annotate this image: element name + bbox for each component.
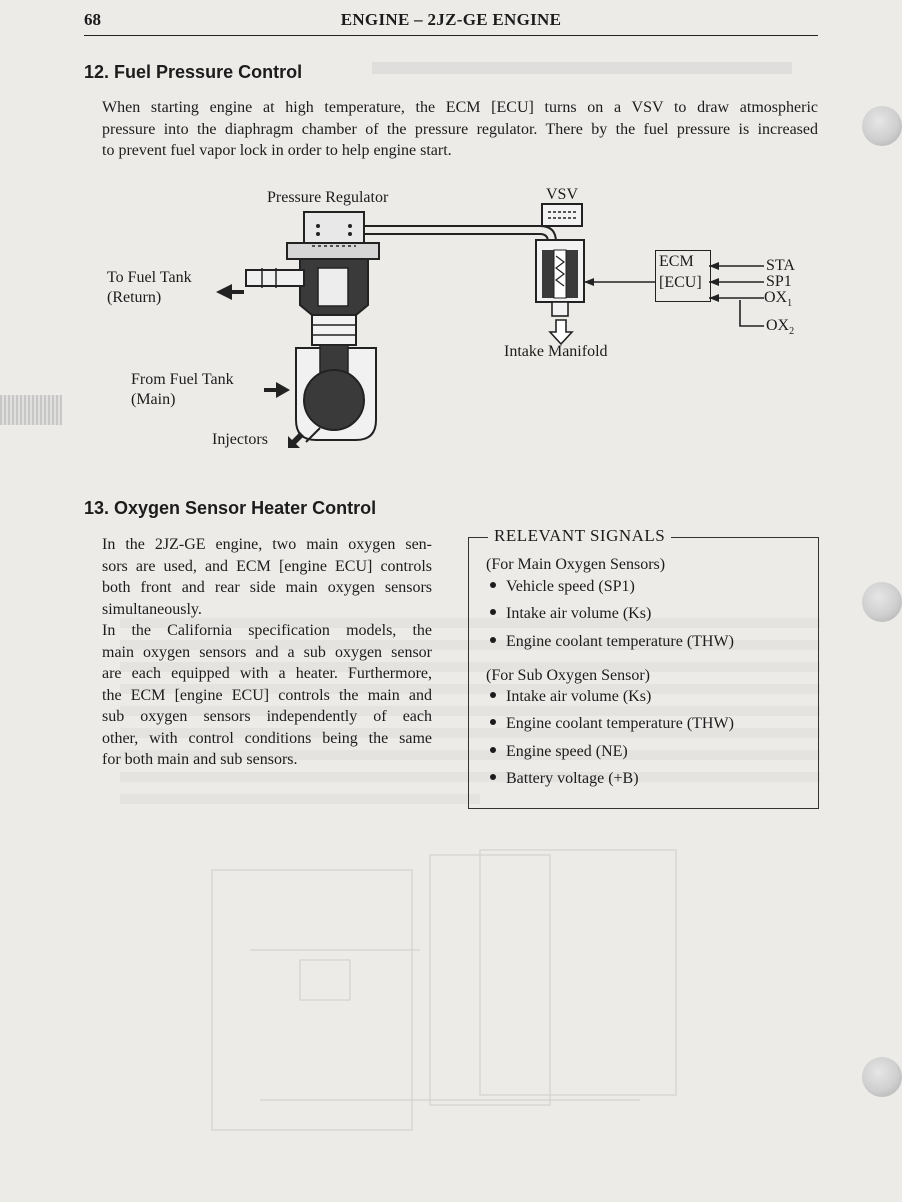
signal-item-text: Engine coolant temperature (THW): [506, 633, 734, 650]
paragraph-line: main oxygen sensors and a sub oxygen sensor: [102, 643, 432, 661]
signal-item: [490, 688, 651, 706]
signal-ox2: [766, 316, 794, 342]
pressure-regulator-drawing: [246, 212, 379, 345]
section-13-paragraph: [102, 534, 432, 771]
bullet: [490, 609, 496, 615]
to-fuel-tank-line-2: (Return): [107, 289, 162, 306]
pressure-regulator-label: Pressure Regulator: [267, 189, 389, 206]
supply-arrow: [264, 382, 290, 398]
bullet: [490, 692, 496, 698]
signal-ox1: [764, 288, 792, 314]
ecm-box: [655, 250, 711, 302]
intake-manifold-arrow: [550, 320, 572, 344]
signal-item-text: Engine coolant temperature (THW): [506, 715, 734, 732]
relevant-signals-title: RELEVANT SIGNALS: [488, 526, 671, 546]
vsv-drawing: [536, 204, 584, 316]
bullet: [490, 582, 496, 588]
from-fuel-tank-line-2: (Main): [131, 391, 176, 408]
paragraph-line: are each equipped with a heater. Furthermore,: [102, 665, 432, 682]
paragraph-line: the ECM [engine ECU] controls the main and: [102, 686, 432, 704]
signal-item: [490, 633, 734, 651]
to-fuel-tank-label: [107, 268, 192, 308]
signal-item-text: Engine speed (NE): [506, 743, 628, 760]
main-sensors-heading: (For Main Oxygen Sensors): [486, 556, 666, 573]
fuel-delivery-drawing: [296, 345, 376, 442]
signal-ox2-sub: 2: [789, 326, 795, 338]
ecu-label: [ECU]: [659, 274, 702, 291]
binder-punch-hole: [862, 1057, 902, 1097]
bullet: [490, 747, 496, 753]
return-arrow: [216, 284, 244, 300]
paragraph-line: pressure into the diaphragm chamber of the pressure regulator. There by the fuel pressure is increased: [102, 120, 818, 138]
injectors-label: Injectors: [212, 431, 268, 448]
bullet: [490, 719, 496, 725]
signal-item-text: Battery voltage (+B): [506, 770, 639, 787]
binder-punch-hole: [862, 582, 902, 622]
signal-item-text: Intake air volume (Ks): [506, 605, 652, 622]
paragraph-line: for both main and sub sensors.: [102, 751, 298, 768]
signal-item-text: Intake air volume (Ks): [506, 688, 652, 705]
paragraph-line: other, with control conditions being the same: [102, 729, 432, 747]
section-12-heading: 12. Fuel Pressure Control: [84, 62, 303, 82]
ecm-label: ECM: [659, 253, 694, 270]
signal-ox1-main: OX: [764, 289, 788, 306]
signal-ox1-sub: 1: [787, 298, 793, 310]
sub-sensor-heading: (For Sub Oxygen Sensor): [486, 667, 650, 684]
signal-ox2-main: OX: [766, 317, 790, 334]
paragraph-line: When starting engine at high temperature, the ECM [ECU] turns on a VSV to draw atmospheric: [102, 99, 818, 116]
signal-sp1: SP1: [766, 273, 792, 290]
vsv-label: VSV: [546, 186, 579, 203]
paragraph-line: both front and rear side main oxygen sensors: [102, 579, 432, 596]
running-header: ENGINE – 2JZ-GE ENGINE: [340, 10, 562, 29]
signal-item: [490, 743, 628, 761]
injector-arrow: [288, 432, 304, 448]
bullet: [490, 637, 496, 643]
intake-manifold-label: Intake Manifold: [504, 343, 608, 360]
signal-item: [490, 715, 734, 733]
paragraph-line: sors are used, and ECM [engine ECU] controls: [102, 557, 432, 575]
from-fuel-tank-label: [131, 370, 234, 410]
section-13-heading: 13. Oxygen Sensor Heater Control: [84, 498, 377, 518]
signal-item: [490, 578, 635, 596]
to-fuel-tank-line-1: To Fuel Tank: [107, 269, 192, 286]
bullet: [490, 774, 496, 780]
paragraph-line: sub oxygen sensors independently of each: [102, 708, 432, 725]
signal-item: [490, 605, 651, 623]
signal-item: [490, 770, 639, 788]
paragraph-line: In the 2JZ-GE engine, two main oxygen sen-: [102, 536, 432, 553]
paragraph-line: In the California specification models, the: [102, 622, 432, 639]
signal-item-text: Vehicle speed (SP1): [506, 578, 635, 595]
signal-sta: STA: [766, 257, 795, 274]
page-number: 68: [84, 10, 101, 29]
paragraph-line: to prevent fuel vapor lock in order to help engine start.: [102, 142, 452, 159]
paragraph-line: simultaneously.: [102, 600, 202, 618]
from-fuel-tank-line-1: From Fuel Tank: [131, 371, 234, 388]
